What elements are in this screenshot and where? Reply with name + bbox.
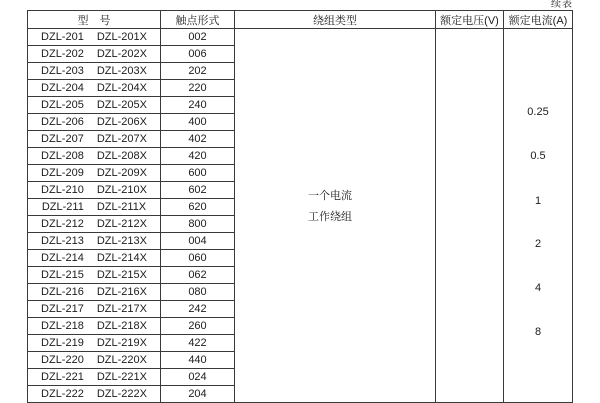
model-pair xyxy=(28,31,160,43)
model-cell xyxy=(28,233,161,250)
model-b: DZL-206X xyxy=(96,116,147,128)
model-a: DZL-209 xyxy=(41,167,84,179)
model-pair xyxy=(28,82,160,94)
model-a: DZL-215 xyxy=(41,269,84,281)
winding-type-line2: 工作绕组 xyxy=(308,211,352,223)
model-a: DZL-220 xyxy=(41,354,84,366)
model-pair xyxy=(28,269,160,281)
model-pair xyxy=(28,252,160,264)
model-cell xyxy=(28,46,161,63)
model-pair xyxy=(28,286,160,298)
model-b: DZL-208X xyxy=(96,150,147,162)
contact-form-cell: 422 xyxy=(161,335,235,352)
model-pair xyxy=(28,371,160,383)
model-b: DZL-202X xyxy=(96,48,147,60)
model-a: DZL-217 xyxy=(41,303,84,315)
model-cell xyxy=(28,165,161,182)
model-pair xyxy=(28,99,160,111)
model-a: DZL-204 xyxy=(41,82,84,94)
winding-type-value xyxy=(308,186,352,228)
model-cell xyxy=(28,182,161,199)
contact-form-cell: 024 xyxy=(161,369,235,386)
model-a: DZL-212 xyxy=(41,218,84,230)
model-cell xyxy=(28,318,161,335)
contact-form-cell: 006 xyxy=(161,46,235,63)
model-pair xyxy=(28,184,160,196)
header-rated-current: 额定电流(A) xyxy=(504,11,573,29)
header-model: 型 号 xyxy=(28,11,161,29)
contact-form-cell: 202 xyxy=(161,63,235,80)
table-header-row xyxy=(28,11,573,29)
model-cell xyxy=(28,369,161,386)
model-b: DZL-203X xyxy=(96,65,147,77)
model-b: DZL-209X xyxy=(96,167,147,179)
contact-form-cell: 080 xyxy=(161,284,235,301)
model-pair xyxy=(28,320,160,332)
model-cell xyxy=(28,250,161,267)
model-cell xyxy=(28,352,161,369)
model-a: DZL-202 xyxy=(41,48,84,60)
model-b: DZL-214X xyxy=(96,252,147,264)
contact-form-cell: 620 xyxy=(161,199,235,216)
model-b: DZL-216X xyxy=(96,286,147,298)
model-pair xyxy=(28,201,160,213)
model-a: DZL-210 xyxy=(41,184,84,196)
model-b: DZL-210X xyxy=(96,184,147,196)
model-cell xyxy=(28,148,161,165)
model-pair xyxy=(28,150,160,162)
contact-form-cell: 600 xyxy=(161,165,235,182)
model-a: DZL-219 xyxy=(41,337,84,349)
model-b: DZL-212X xyxy=(96,218,147,230)
contact-form-cell: 002 xyxy=(161,29,235,46)
model-a: DZL-207 xyxy=(41,133,84,145)
model-b: DZL-213X xyxy=(96,235,147,247)
model-a: DZL-216 xyxy=(41,286,84,298)
rated-current-value: 2 xyxy=(534,238,542,250)
rated-current-value: 8 xyxy=(534,326,542,338)
model-b: DZL-204X xyxy=(96,82,147,94)
model-pair xyxy=(28,133,160,145)
winding-type-cell xyxy=(235,29,436,403)
contact-form-cell: 260 xyxy=(161,318,235,335)
model-a: DZL-201 xyxy=(41,31,84,43)
contact-form-cell: 240 xyxy=(161,97,235,114)
model-a: DZL-208 xyxy=(41,150,84,162)
model-a: DZL-211 xyxy=(41,201,84,213)
model-pair xyxy=(28,337,160,349)
contact-form-cell: 420 xyxy=(161,148,235,165)
model-cell xyxy=(28,29,161,46)
model-a: DZL-205 xyxy=(41,99,84,111)
model-a: DZL-213 xyxy=(41,235,84,247)
rated-voltage-cell xyxy=(436,29,504,403)
winding-type-line1: 一个电流 xyxy=(308,190,352,202)
model-pair xyxy=(28,116,160,128)
contact-form-cell: 062 xyxy=(161,267,235,284)
rated-current-value: 1 xyxy=(534,195,542,207)
model-b: DZL-222X xyxy=(96,388,147,400)
model-pair xyxy=(28,218,160,230)
model-cell xyxy=(28,63,161,80)
contact-form-cell: 242 xyxy=(161,301,235,318)
model-a: DZL-214 xyxy=(41,252,84,264)
header-rated-voltage: 额定电压(V) xyxy=(436,11,504,29)
model-pair xyxy=(28,48,160,60)
model-cell xyxy=(28,114,161,131)
header-contact-form: 触点形式 xyxy=(161,11,235,29)
contact-form-cell: 004 xyxy=(161,233,235,250)
model-b: DZL-215X xyxy=(96,269,147,281)
header-winding-type: 绕组类型 xyxy=(235,11,436,29)
model-cell xyxy=(28,284,161,301)
model-b: DZL-220X xyxy=(96,354,147,366)
model-cell xyxy=(28,216,161,233)
relay-spec-table xyxy=(27,10,573,403)
model-b: DZL-218X xyxy=(96,320,147,332)
model-cell xyxy=(28,267,161,284)
model-pair xyxy=(28,235,160,247)
model-b: DZL-201X xyxy=(96,31,147,43)
contact-form-cell: 400 xyxy=(161,114,235,131)
contact-form-cell: 204 xyxy=(161,386,235,403)
model-b: DZL-211X xyxy=(96,201,147,213)
model-b: DZL-205X xyxy=(96,99,147,111)
model-pair xyxy=(28,167,160,179)
model-cell xyxy=(28,199,161,216)
continuation-label: 续表 xyxy=(551,0,573,10)
rated-current-value: 0.5 xyxy=(530,150,546,162)
contact-form-cell: 060 xyxy=(161,250,235,267)
model-b: DZL-217X xyxy=(96,303,147,315)
rated-current-cell xyxy=(504,29,573,403)
model-cell xyxy=(28,97,161,114)
model-a: DZL-203 xyxy=(41,65,84,77)
contact-form-cell: 440 xyxy=(161,352,235,369)
contact-form-cell: 800 xyxy=(161,216,235,233)
model-cell xyxy=(28,80,161,97)
model-a: DZL-206 xyxy=(41,116,84,128)
contact-form-cell: 220 xyxy=(161,80,235,97)
rated-current-value: 0.25 xyxy=(527,106,549,118)
model-a: DZL-221 xyxy=(41,371,84,383)
model-b: DZL-219X xyxy=(96,337,147,349)
model-pair xyxy=(28,388,160,400)
model-a: DZL-218 xyxy=(41,320,84,332)
model-cell xyxy=(28,131,161,148)
table-row xyxy=(28,29,573,46)
contact-form-cell: 402 xyxy=(161,131,235,148)
model-pair xyxy=(28,303,160,315)
model-cell xyxy=(28,301,161,318)
model-cell xyxy=(28,335,161,352)
model-pair xyxy=(28,354,160,366)
model-pair xyxy=(28,65,160,77)
model-b: DZL-221X xyxy=(96,371,147,383)
model-b: DZL-207X xyxy=(96,133,147,145)
contact-form-cell: 602 xyxy=(161,182,235,199)
model-a: DZL-222 xyxy=(41,388,84,400)
rated-current-value: 4 xyxy=(534,282,542,294)
